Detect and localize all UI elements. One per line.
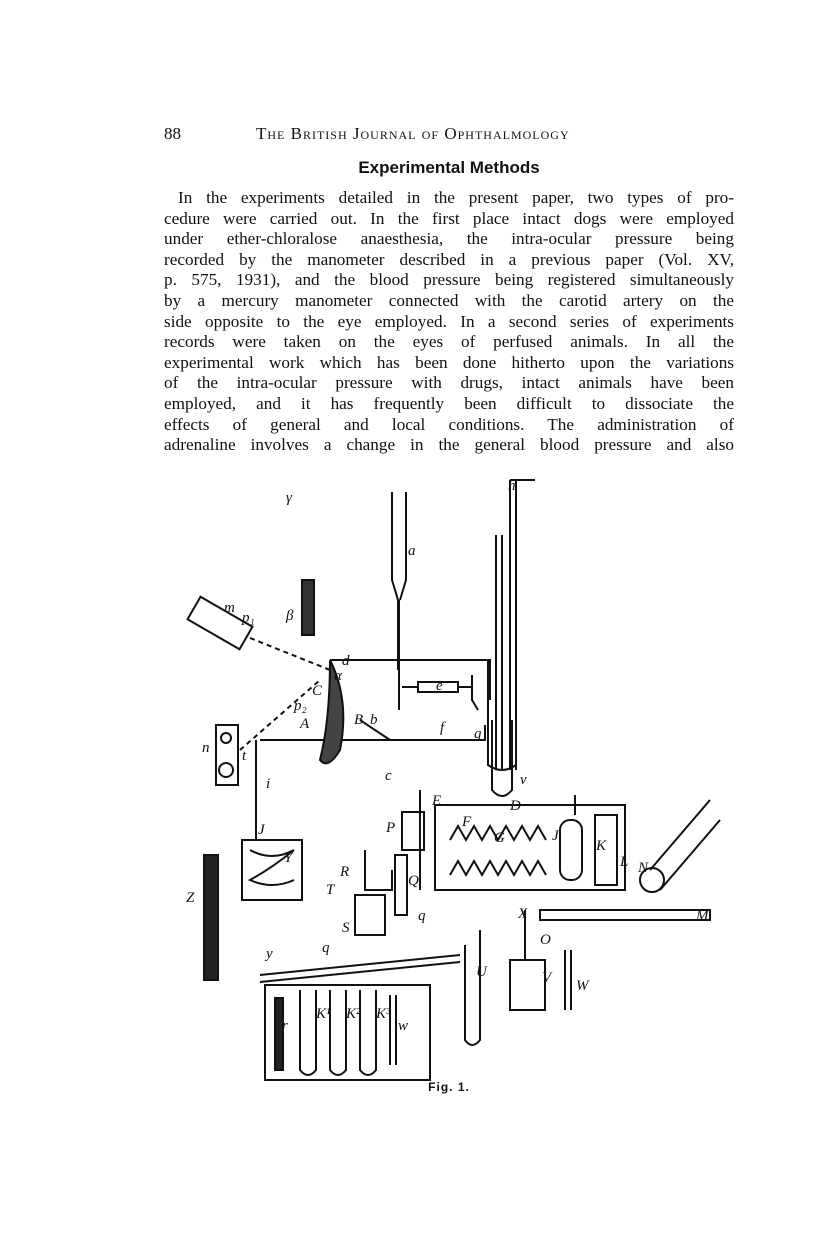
label-J-upper: J bbox=[552, 828, 559, 844]
label-K1: K¹ bbox=[316, 1006, 331, 1022]
label-U: U bbox=[476, 964, 487, 980]
label-K: K bbox=[596, 838, 607, 854]
body-paragraph bbox=[164, 188, 734, 456]
label-M: M bbox=[696, 908, 709, 924]
body-line: employed, and it has frequently been difficult to dissociate the bbox=[164, 393, 734, 413]
page-number: 88 bbox=[164, 124, 181, 143]
label-C: C bbox=[312, 683, 323, 699]
label-v: v bbox=[520, 772, 527, 788]
label-p1: p₁ bbox=[242, 610, 255, 626]
body-line: p. 575, 1931), and the blood pressure being registered simultaneously bbox=[164, 270, 734, 290]
body-line: adrenaline involves a change in the general blood pressure and also bbox=[164, 435, 734, 455]
label-w: w bbox=[398, 1018, 409, 1034]
label-i: i bbox=[266, 776, 271, 792]
body-line: effects of general and local conditions. The administration of bbox=[164, 414, 734, 434]
label-W: W bbox=[576, 978, 589, 994]
label-P: P bbox=[386, 820, 396, 836]
label-h: h bbox=[508, 478, 516, 494]
label-L: L bbox=[620, 854, 629, 870]
label-Y: Y bbox=[284, 850, 293, 866]
label-D: D bbox=[510, 798, 521, 814]
label-beta: β bbox=[286, 608, 294, 624]
label-gamma: γ bbox=[286, 490, 292, 506]
label-g: g bbox=[474, 726, 482, 742]
label-K3: K³ bbox=[376, 1006, 391, 1022]
body-line: under ether-chloralose anaesthesia, the intra-ocular pressure being bbox=[164, 229, 734, 249]
label-q-lower: q bbox=[322, 940, 330, 956]
body-line: In the experiments detailed in the present paper, two types of pro- bbox=[178, 188, 734, 207]
body-line: side opposite to the eye employed. In a second series of experiments bbox=[164, 311, 734, 331]
label-p2: p₂ bbox=[294, 698, 307, 714]
body-line: of the intra-ocular pressure with drugs, intact animals have been bbox=[164, 373, 734, 393]
label-r: r bbox=[282, 1018, 288, 1034]
label-f: f bbox=[440, 720, 445, 736]
label-Q: Q bbox=[408, 873, 419, 889]
label-F: F bbox=[462, 814, 472, 830]
label-e: e bbox=[436, 678, 443, 694]
running-title: The British Journal of Ophthalmology bbox=[256, 124, 570, 143]
label-alpha: α bbox=[334, 668, 342, 684]
label-T: T bbox=[326, 882, 335, 898]
label-J-lower: J bbox=[258, 822, 265, 838]
page-header bbox=[164, 124, 734, 148]
label-q-right: q bbox=[418, 908, 426, 924]
figure-labels bbox=[186, 478, 710, 1034]
body-line: by a mercury manometer connected with the carotid artery on the bbox=[164, 290, 734, 310]
label-c: c bbox=[385, 768, 392, 784]
label-X: X bbox=[518, 906, 528, 922]
label-V: V bbox=[542, 970, 552, 986]
body-line: cedure were carried out. In the first place intact dogs were employed bbox=[164, 208, 734, 228]
label-O: O bbox=[540, 932, 551, 948]
label-t: t bbox=[242, 748, 247, 764]
label-n: n bbox=[202, 740, 210, 756]
body-line: records were taken on the eyes of perfused animals. In all the bbox=[164, 332, 734, 352]
label-y: y bbox=[266, 946, 273, 962]
label-b: b bbox=[370, 712, 378, 728]
label-Z: Z bbox=[186, 890, 195, 906]
label-K2: K² bbox=[346, 1006, 361, 1022]
section-title: Experimental Methods bbox=[358, 158, 540, 177]
label-a: a bbox=[408, 543, 416, 559]
label-G: G bbox=[494, 830, 505, 846]
label-N: N bbox=[638, 860, 649, 876]
label-d: d bbox=[342, 653, 350, 669]
body-line: experimental work which has been done hitherto upon the variations bbox=[164, 352, 734, 372]
label-S: S bbox=[342, 920, 350, 936]
label-B: B bbox=[354, 712, 364, 728]
figure-apparatus-diagram bbox=[180, 470, 740, 1110]
label-A: A bbox=[300, 716, 310, 732]
label-m: m bbox=[224, 600, 235, 616]
figure-caption: Fig. 1. bbox=[428, 1080, 470, 1094]
body-line: recorded by the manometer described in a previous paper (Vol. XV, bbox=[164, 249, 734, 269]
label-R: R bbox=[340, 864, 350, 880]
apparatus-drawing bbox=[180, 470, 740, 1110]
label-E: E bbox=[432, 793, 442, 809]
